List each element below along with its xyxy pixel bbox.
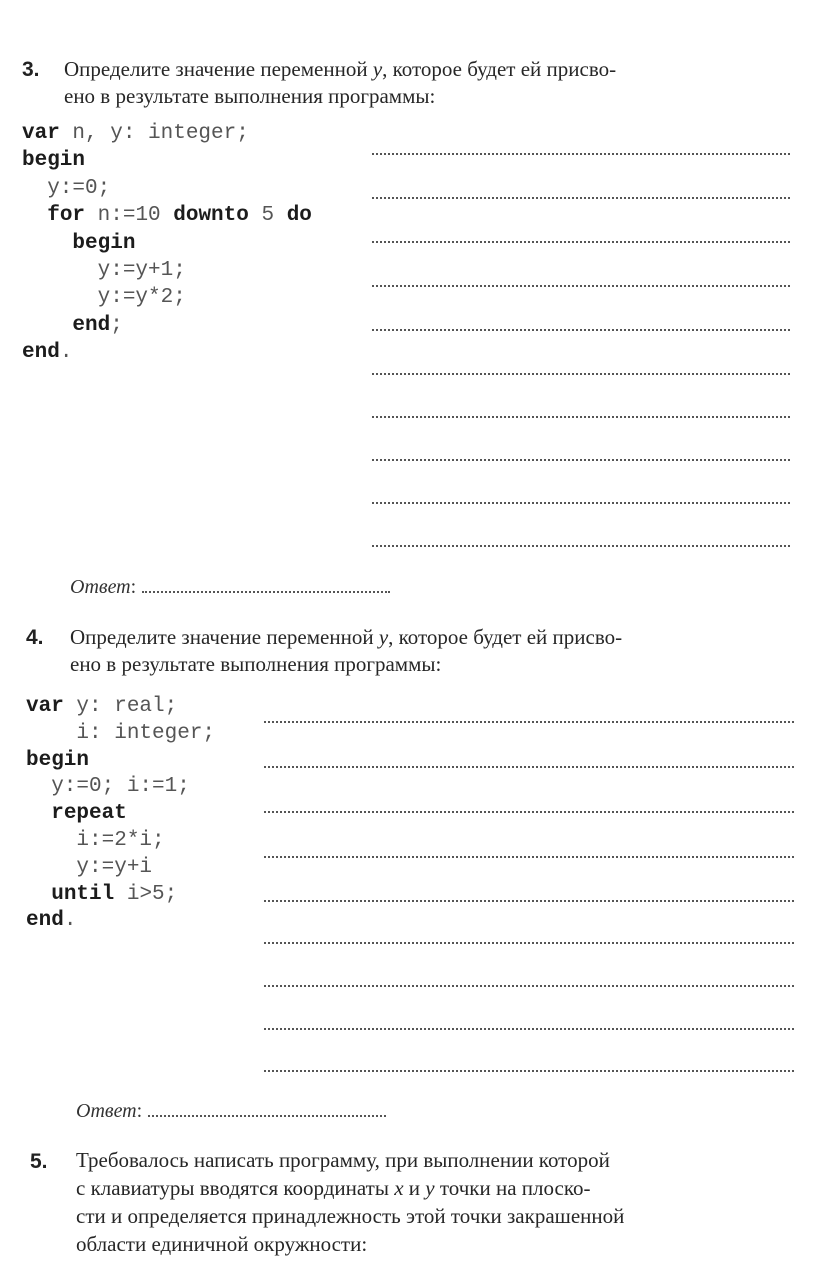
code-keyword: until [51, 882, 115, 906]
task-3-line1-post: , которое будет ей присво- [382, 57, 617, 81]
answer-label: Ответ [76, 1100, 137, 1122]
task-4-statement [70, 624, 810, 678]
answer-work-line[interactable] [264, 1070, 794, 1072]
answer-work-line[interactable] [264, 721, 794, 723]
code-text: y:=y+i [26, 855, 153, 879]
code-line [22, 147, 312, 174]
code-text: i>5; [114, 882, 178, 906]
code-keyword: var [26, 695, 64, 718]
answer-work-line[interactable] [372, 197, 790, 199]
code-line [26, 721, 215, 748]
code-line [26, 828, 215, 855]
code-line [26, 908, 215, 935]
code-text: i: integer; [26, 721, 216, 745]
task-3-line1-pre: Определите значение переменной [64, 57, 373, 81]
answer-work-line[interactable] [372, 416, 790, 418]
code-line [26, 855, 215, 882]
answer-work-line[interactable] [264, 766, 794, 768]
answer-colon: : [130, 576, 137, 598]
answer-work-line[interactable] [372, 153, 790, 155]
task-3-program-code [22, 120, 312, 367]
code-text: n, y: integer; [59, 122, 249, 145]
answer-work-line[interactable] [372, 545, 790, 547]
code-text [22, 232, 72, 255]
code-line [22, 312, 312, 339]
answer-work-line[interactable] [264, 1028, 794, 1030]
task-3-line2: ено в результате выполнения программы: [64, 84, 436, 108]
code-line [26, 774, 215, 801]
code-text: y:=0; i:=1; [26, 775, 190, 799]
code-text: y:=y*2; [22, 286, 186, 310]
code-text: ; [110, 313, 123, 337]
code-line [22, 175, 312, 202]
task-5-x: x [394, 1176, 404, 1200]
task-5-number: 5. [30, 1150, 48, 1173]
code-line [26, 882, 215, 909]
answer-colon: : [136, 1100, 143, 1122]
code-text: n:=10 [85, 204, 174, 228]
code-line [22, 284, 312, 311]
code-keyword: downto [173, 204, 249, 228]
code-keyword: do [286, 204, 312, 228]
task-5-y: y [425, 1176, 435, 1200]
code-keyword: end [26, 909, 64, 933]
code-line [26, 801, 215, 828]
task-4-line1-pre: Определите значение переменной [70, 625, 379, 649]
answer-work-line[interactable] [264, 985, 794, 987]
task-4-number: 4. [26, 626, 44, 649]
code-keyword: end [22, 341, 60, 365]
code-text: y: real; [63, 695, 178, 718]
task-5-statement [76, 1146, 806, 1258]
task-3-var: y [372, 57, 383, 81]
code-text [26, 802, 51, 825]
answer-work-line[interactable] [372, 329, 790, 331]
code-line [22, 339, 312, 366]
code-line [22, 202, 312, 229]
task-4-line1-post: , которое будет ей присво- [388, 625, 623, 649]
code-keyword: begin [72, 231, 136, 255]
answer-work-line[interactable] [372, 502, 790, 504]
code-keyword: begin [22, 149, 86, 173]
answer-work-line[interactable] [372, 373, 790, 375]
answer-work-line[interactable] [372, 241, 790, 243]
task-4-var: y [378, 625, 389, 649]
task-5-line4: области единичной окружности: [76, 1232, 368, 1256]
answer-work-line[interactable] [264, 900, 794, 902]
task-3-number: 3. [22, 58, 40, 81]
answer-blank[interactable] [148, 1109, 386, 1117]
code-text [22, 204, 47, 227]
code-text: . [59, 341, 73, 365]
answer-work-line[interactable] [264, 942, 794, 944]
code-text [22, 314, 72, 337]
code-keyword: for [47, 204, 86, 228]
task-5-and: и [403, 1176, 426, 1200]
code-text: 5 [248, 204, 287, 228]
code-text: y:=0; [22, 176, 111, 200]
code-line [22, 257, 312, 284]
task-4-answer [76, 1100, 386, 1123]
code-text [26, 883, 51, 906]
task-4-program-code [26, 694, 215, 935]
code-keyword: begin [26, 748, 90, 772]
code-text: . [63, 909, 77, 933]
answer-work-line[interactable] [264, 856, 794, 858]
answer-blank[interactable] [142, 585, 390, 593]
code-line [26, 748, 215, 775]
code-keyword: end [72, 313, 111, 337]
code-text: y:=y+1; [22, 259, 186, 283]
answer-work-line[interactable] [372, 459, 790, 461]
task-4-line2: ено в результате выполнения программы: [70, 652, 442, 676]
task-5-line1: Требовалось написать программу, при выполнении которой [76, 1148, 610, 1172]
task-3-answer [70, 576, 390, 599]
code-text: i:=2*i; [26, 828, 165, 852]
answer-work-line[interactable] [264, 811, 794, 813]
code-line [22, 230, 312, 257]
answer-work-line[interactable] [372, 285, 790, 287]
task-5-line2-post: точки на плоско- [434, 1176, 591, 1200]
code-line [22, 120, 312, 147]
task-5-line2-pre: с клавиатуры вводятся координаты [76, 1176, 395, 1200]
code-line [26, 694, 215, 721]
code-keyword: repeat [51, 802, 127, 826]
task-3-statement [64, 56, 804, 110]
task-5-line2 [76, 1174, 806, 1202]
code-keyword: var [22, 122, 60, 145]
answer-label: Ответ [70, 576, 131, 598]
task-5-line3: сти и определяется принадлежность этой точки закрашенной [76, 1204, 625, 1228]
